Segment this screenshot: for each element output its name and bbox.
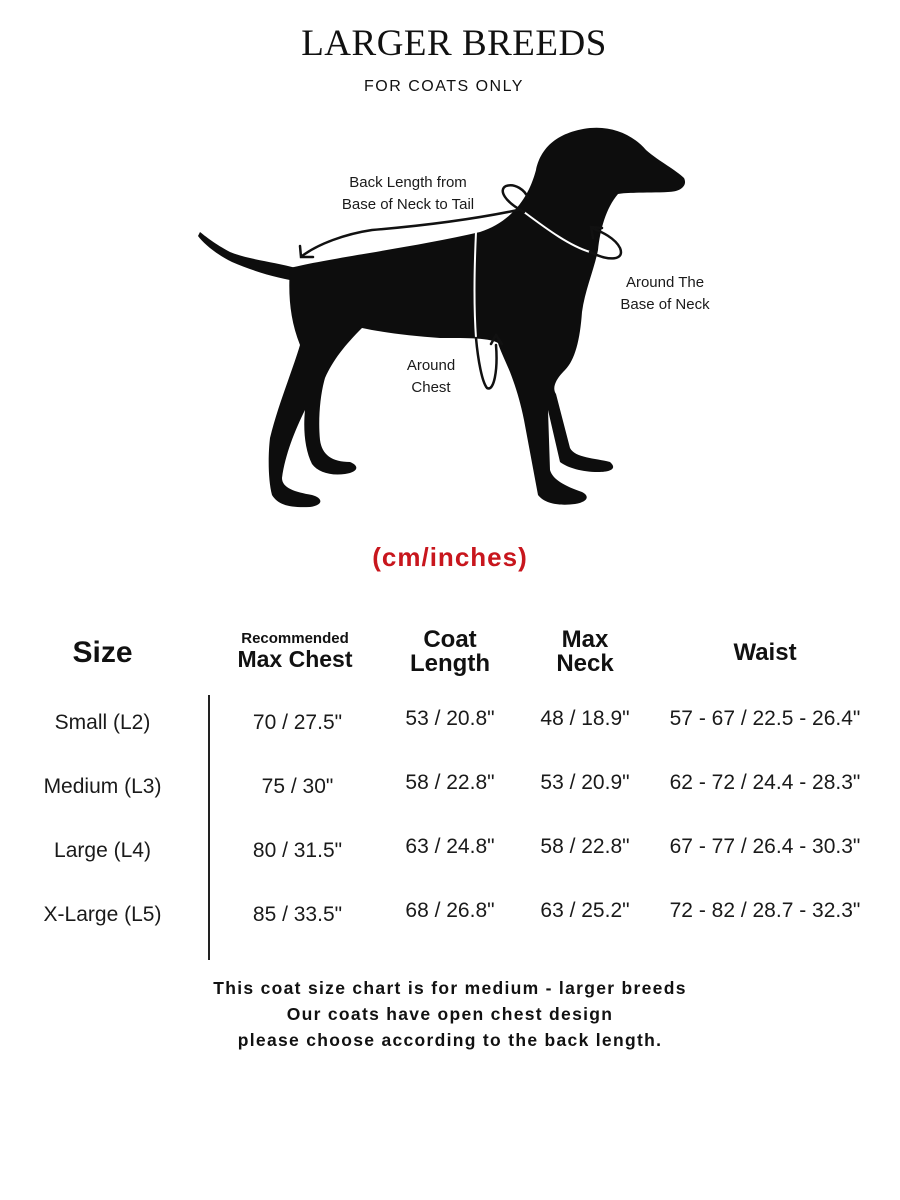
chest-label [386,355,476,399]
row-chest: 75 / 30" [261,775,334,798]
header-chest: Max Chest [237,646,353,672]
back-length-label-line2: Base of Neck to Tail [341,196,475,213]
row-chest: 80 / 31.5" [252,839,343,862]
row-waist: 72 - 82 / 28.7 - 32.3" [669,899,861,922]
neck-label [600,272,730,316]
row-neck: 58 / 22.8" [540,835,630,858]
neck-label-line1: Around The [625,274,705,291]
page-title: LARGER BREEDS [301,23,607,64]
header-neck-line2: Neck [556,650,614,677]
header-chest-small: Recommended [241,630,349,647]
neck-label-line2: Base of Neck [620,296,710,313]
page-subtitle: FOR COATS ONLY [364,78,524,95]
row-neck: 48 / 18.9" [540,707,630,730]
row-coat: 58 / 22.8" [405,771,495,794]
row-chest: 85 / 33.5" [252,903,343,926]
back-length-label-line1: Back Length from [349,174,467,191]
note-line-3: please choose according to the back length. [237,1030,663,1050]
row-neck: 53 / 20.9" [540,771,630,794]
row-size: X-Large (L5) [43,903,162,926]
row-chest: 70 / 27.5" [252,711,343,734]
header-coat-length [385,628,515,676]
row-size: Small (L2) [54,711,151,734]
header-max-neck [525,628,645,676]
note-line-1: This coat size chart is for medium - larger breeds [213,978,687,998]
row-neck: 63 / 25.2" [540,899,630,922]
header-neck-line1: Max [561,626,609,653]
row-waist: 67 - 77 / 26.4 - 30.3" [669,835,861,858]
back-length-label [318,172,498,216]
chest-label-line2: Chest [411,379,451,396]
row-coat: 53 / 20.8" [405,707,495,730]
column-divider [208,695,210,960]
units-label: (cm/inches) [372,542,528,572]
note-line-2: Our coats have open chest design [286,1004,614,1024]
row-size: Large (L4) [54,839,151,862]
row-coat: 63 / 24.8" [405,835,495,858]
header-size: Size [72,636,133,669]
row-waist: 57 - 67 / 22.5 - 26.4" [669,707,861,730]
row-size: Medium (L3) [43,775,162,798]
header-coat-line1: Coat [423,626,477,653]
header-coat-line2: Length [410,650,490,677]
row-waist: 62 - 72 / 24.4 - 28.3" [669,771,861,794]
chest-label-line1: Around [406,357,456,374]
row-coat: 68 / 26.8" [405,899,495,922]
header-waist: Waist [733,639,797,666]
